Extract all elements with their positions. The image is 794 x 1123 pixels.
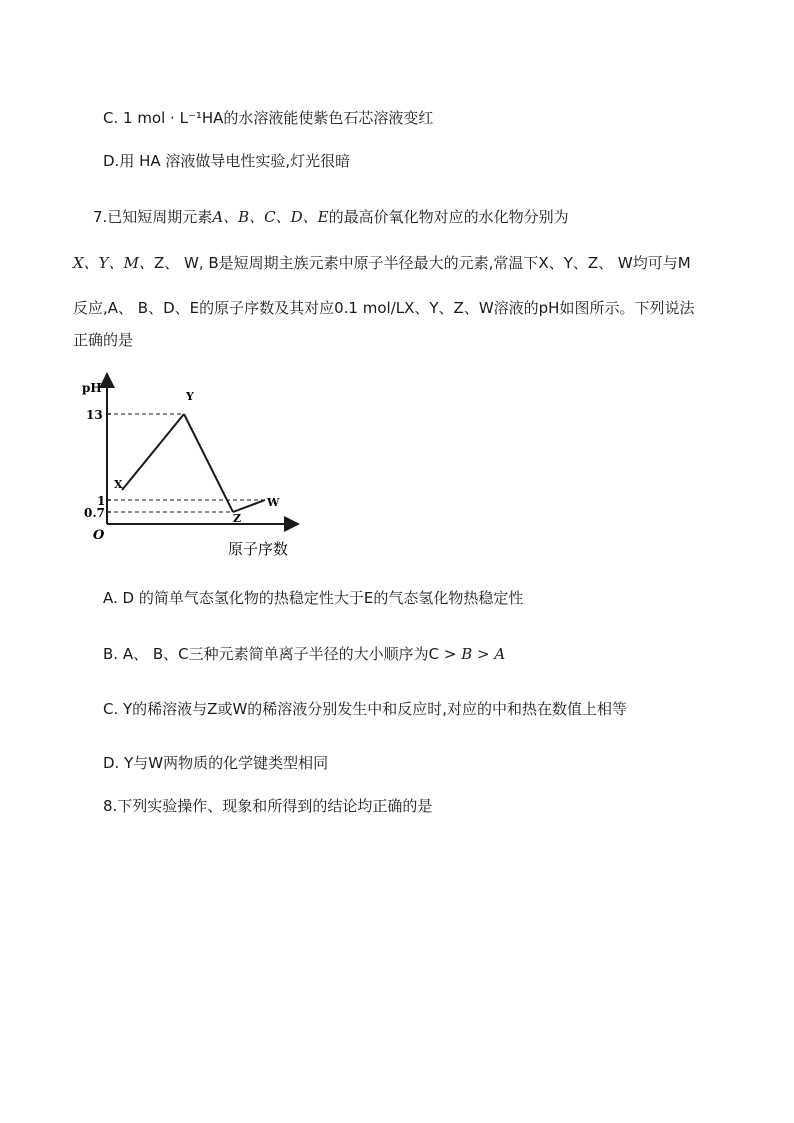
y-tick-label: 0.7 <box>84 506 105 520</box>
x-axis-label: 原子序数 <box>228 540 289 558</box>
question-7-intro: 7.已知短周期元素 <box>93 208 213 226</box>
point-label-y: Y <box>186 390 194 403</box>
option-a: A. D 的简单气态氢化物的热稳定性大于E的气态氢化物热稳定性 <box>103 589 524 607</box>
option-c: C. Y的稀溶液与Z或W的稀溶液分别发生中和反应时,对应的中和热在数值上相等 <box>103 700 628 718</box>
origin-label: O <box>93 528 105 543</box>
question-7-line-3: 反应,A、 B、D、E的原子序数及其对应0.1 mol/LX、Y、Z、W溶液的pH如图所示。下列说法 <box>73 299 695 317</box>
question-8: 8.下列实验操作、现象和所得到的结论均正确的是 <box>103 797 433 815</box>
element-list: A、B、C、D、E <box>212 208 329 226</box>
question-7-intro-end: 的最高价氧化物对应的水化物分别为 <box>328 208 569 226</box>
option-b-order: B > A <box>461 645 506 663</box>
y-axis-label: pH <box>82 381 102 395</box>
y-tick-label: 13 <box>86 408 103 422</box>
segment-X-Y <box>122 414 184 490</box>
question-7-line-1 <box>93 207 569 227</box>
option-b-text: B. A、 B、C三种元素简单离子半径的大小顺序为C > <box>103 645 462 663</box>
question-7-line-2-text: Z、 W, B是短周期主族元素中原子半径最大的元素,常温下X、Y、Z、 W均可与M <box>153 254 691 272</box>
segment-Z-W <box>233 500 265 512</box>
point-label-w: W <box>267 496 280 509</box>
point-label-z: Z <box>233 512 242 525</box>
question-7-line-4: 正确的是 <box>73 331 134 349</box>
point-label-x: X <box>114 478 123 491</box>
option-d-previous: D.用 HA 溶液做导电性实验,灯光很暗 <box>103 152 351 170</box>
y-tick-label: 1 <box>97 494 106 508</box>
segment-Y-Z <box>184 414 233 512</box>
ph-chart <box>60 372 310 562</box>
option-c-previous: C. 1 mol · L⁻¹HA的水溶液能使紫色石芯溶液变红 <box>103 109 434 127</box>
compound-list: X、Y、M、 <box>73 254 154 272</box>
option-d: D. Y与W两物质的化学键类型相同 <box>103 754 329 772</box>
option-b <box>103 644 505 664</box>
question-7-line-2 <box>73 253 691 273</box>
